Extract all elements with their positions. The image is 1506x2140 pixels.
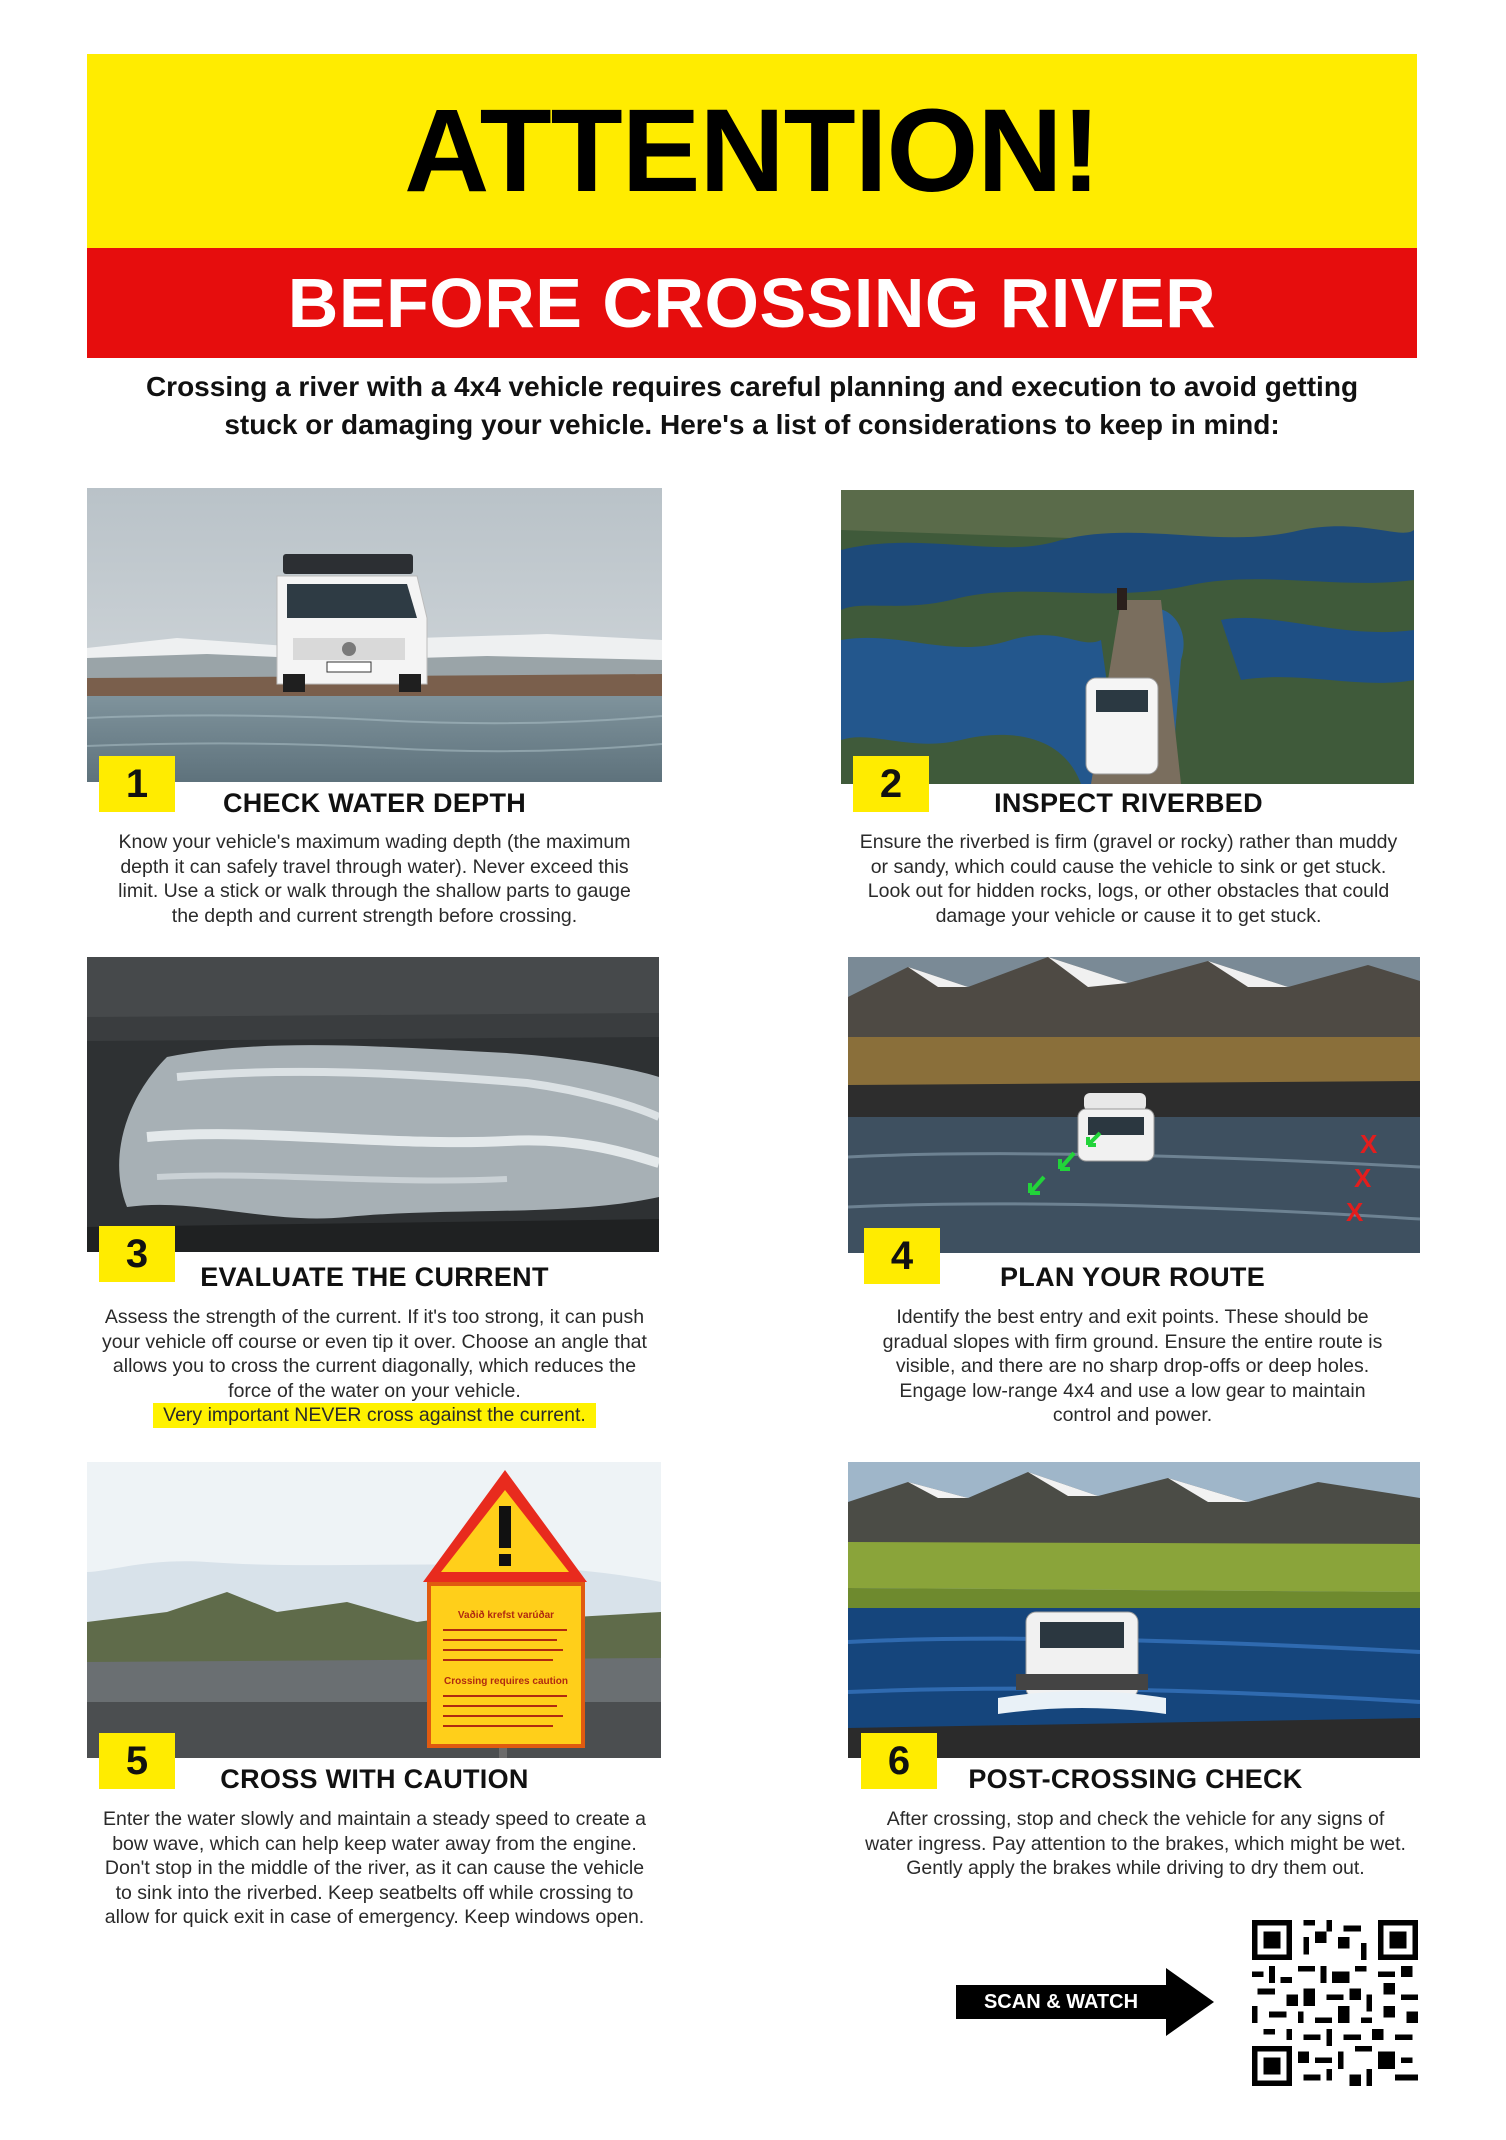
route-mark-x: X (1354, 1163, 1372, 1193)
step-desc-1-line: depth it can safely travel through water). Never exceed this (120, 855, 629, 878)
step-desc-1-line: Know your vehicle's maximum wading depth (the maximum (118, 831, 631, 853)
step-number-2: 2 (853, 756, 929, 812)
step-title-1: CHECK WATER DEPTH (222, 788, 527, 818)
step-number-1: 1 (99, 756, 175, 812)
step-number-5: 5 (99, 1733, 175, 1789)
step-desc-3 (79, 1305, 670, 1428)
scan-watch-cta[interactable] (956, 1968, 1216, 2036)
step-desc-3-line: Assess the strength of the current. If it's too strong, it can push (104, 1306, 645, 1328)
step-desc-4-line: control and power. (1052, 1404, 1213, 1426)
step-title-6: POST-CROSSING CHECK (968, 1764, 1303, 1794)
photo-caution-sign (87, 1462, 661, 1758)
step-desc-2-line: Look out for hidden rocks, logs, or other obstacles that could (867, 880, 1390, 902)
intro-line-1: Crossing a river with a 4x4 vehicle requires careful planning and execution to avoid getting (145, 371, 1359, 402)
subtitle-heading: BEFORE CROSSING RIVER (287, 264, 1217, 342)
route-mark-x: X (1360, 1129, 1378, 1159)
step-title-4: PLAN YOUR ROUTE (999, 1262, 1266, 1292)
step-desc-1-line: the depth and current strength before crossing. (171, 904, 578, 927)
step-number-4: 4 (864, 1228, 940, 1284)
photo-river-current (87, 957, 659, 1252)
step-desc-4-line: gradual slopes with firm ground. Ensure the entire route is (882, 1330, 1383, 1353)
photo-route-planning (848, 957, 1420, 1253)
scan-watch-label: SCAN & WATCH (956, 1985, 1166, 2019)
step-desc-4-line: visible, and there are no sharp drop-offs or deep holes. (895, 1355, 1370, 1377)
step-desc-5-line: allow for quick exit in case of emergency. Keep windows open. (104, 1906, 645, 1928)
step-desc-1 (87, 830, 662, 928)
step-desc-4-line: Engage low-range 4x4 and use a low gear to maintain (899, 1379, 1366, 1402)
sign-text-en: Crossing requires caution (444, 1676, 568, 1687)
step-title-3: EVALUATE THE CURRENT (200, 1262, 549, 1292)
step-desc-6-line: Gently apply the brakes while driving to dry them out. (906, 1857, 1365, 1879)
sign-text-is: Vaðið krefst varúðar (457, 1610, 555, 1621)
arrow-right-icon (1166, 1968, 1214, 2036)
intro-line-2: stuck or damaging your vehicle. Here's a list of considerations to keep in mind: (224, 409, 1280, 440)
step-desc-5-line: to sink into the riverbed. Keep seatbelts off while crossing to (115, 1881, 634, 1904)
step-desc-6 (840, 1807, 1431, 1881)
step-desc-3-line: force of the water on your vehicle. (228, 1379, 521, 1402)
step-desc-3-line: your vehicle off course or even tip it over. Choose an angle that (102, 1330, 647, 1353)
step-title-5: CROSS WITH CAUTION (220, 1764, 529, 1794)
step-number-3: 3 (99, 1226, 175, 1282)
step-title-2: INSPECT RIVERBED (994, 788, 1263, 818)
step-desc-4 (845, 1305, 1420, 1428)
attention-heading: ATTENTION! (404, 85, 1100, 217)
step-desc-2 (841, 830, 1416, 928)
photo-aerial-riverbed (841, 490, 1414, 784)
step-desc-5 (79, 1807, 670, 1930)
step-desc-2-line: or sandy, which could cause the vehicle to sink or get stuck. (870, 855, 1387, 878)
step-desc-2-line: Ensure the riverbed is firm (gravel or rocky) rather than muddy (859, 831, 1398, 853)
step-desc-5-line: Don't stop in the middle of the river, as it can cause the vehicle (104, 1857, 645, 1879)
step-desc-5-line: Enter the water slowly and maintain a steady speed to create a (102, 1808, 647, 1830)
step-number-6: 6 (861, 1733, 937, 1789)
step-desc-3-line: allows you to cross the current diagonally, which reduces the (112, 1355, 637, 1377)
step-desc-5-line: bow wave, which can help keep water away from the engine. (112, 1832, 637, 1855)
step-desc-6-line: water ingress. Pay attention to the brakes, which might be wet. (865, 1832, 1406, 1855)
warning-highlight: Very important NEVER cross against the current. (153, 1403, 596, 1428)
step-desc-2-line: damage your vehicle or cause it to get stuck. (935, 904, 1322, 927)
qr-code[interactable] (1252, 1920, 1418, 2086)
attention-banner (87, 54, 1417, 248)
step-desc-1-line: limit. Use a stick or walk through the shallow parts to gauge (118, 880, 631, 902)
photo-post-crossing (848, 1462, 1420, 1758)
step-desc-4-line: Identify the best entry and exit points. These should be (896, 1306, 1369, 1328)
qr-code-icon (1252, 1920, 1418, 2086)
photo-van-by-river (87, 488, 662, 782)
intro-text (87, 368, 1417, 444)
route-mark-x: X (1346, 1197, 1364, 1227)
subtitle-banner (87, 248, 1417, 358)
step-desc-6-line: After crossing, stop and check the vehicle for any signs of (886, 1808, 1385, 1830)
